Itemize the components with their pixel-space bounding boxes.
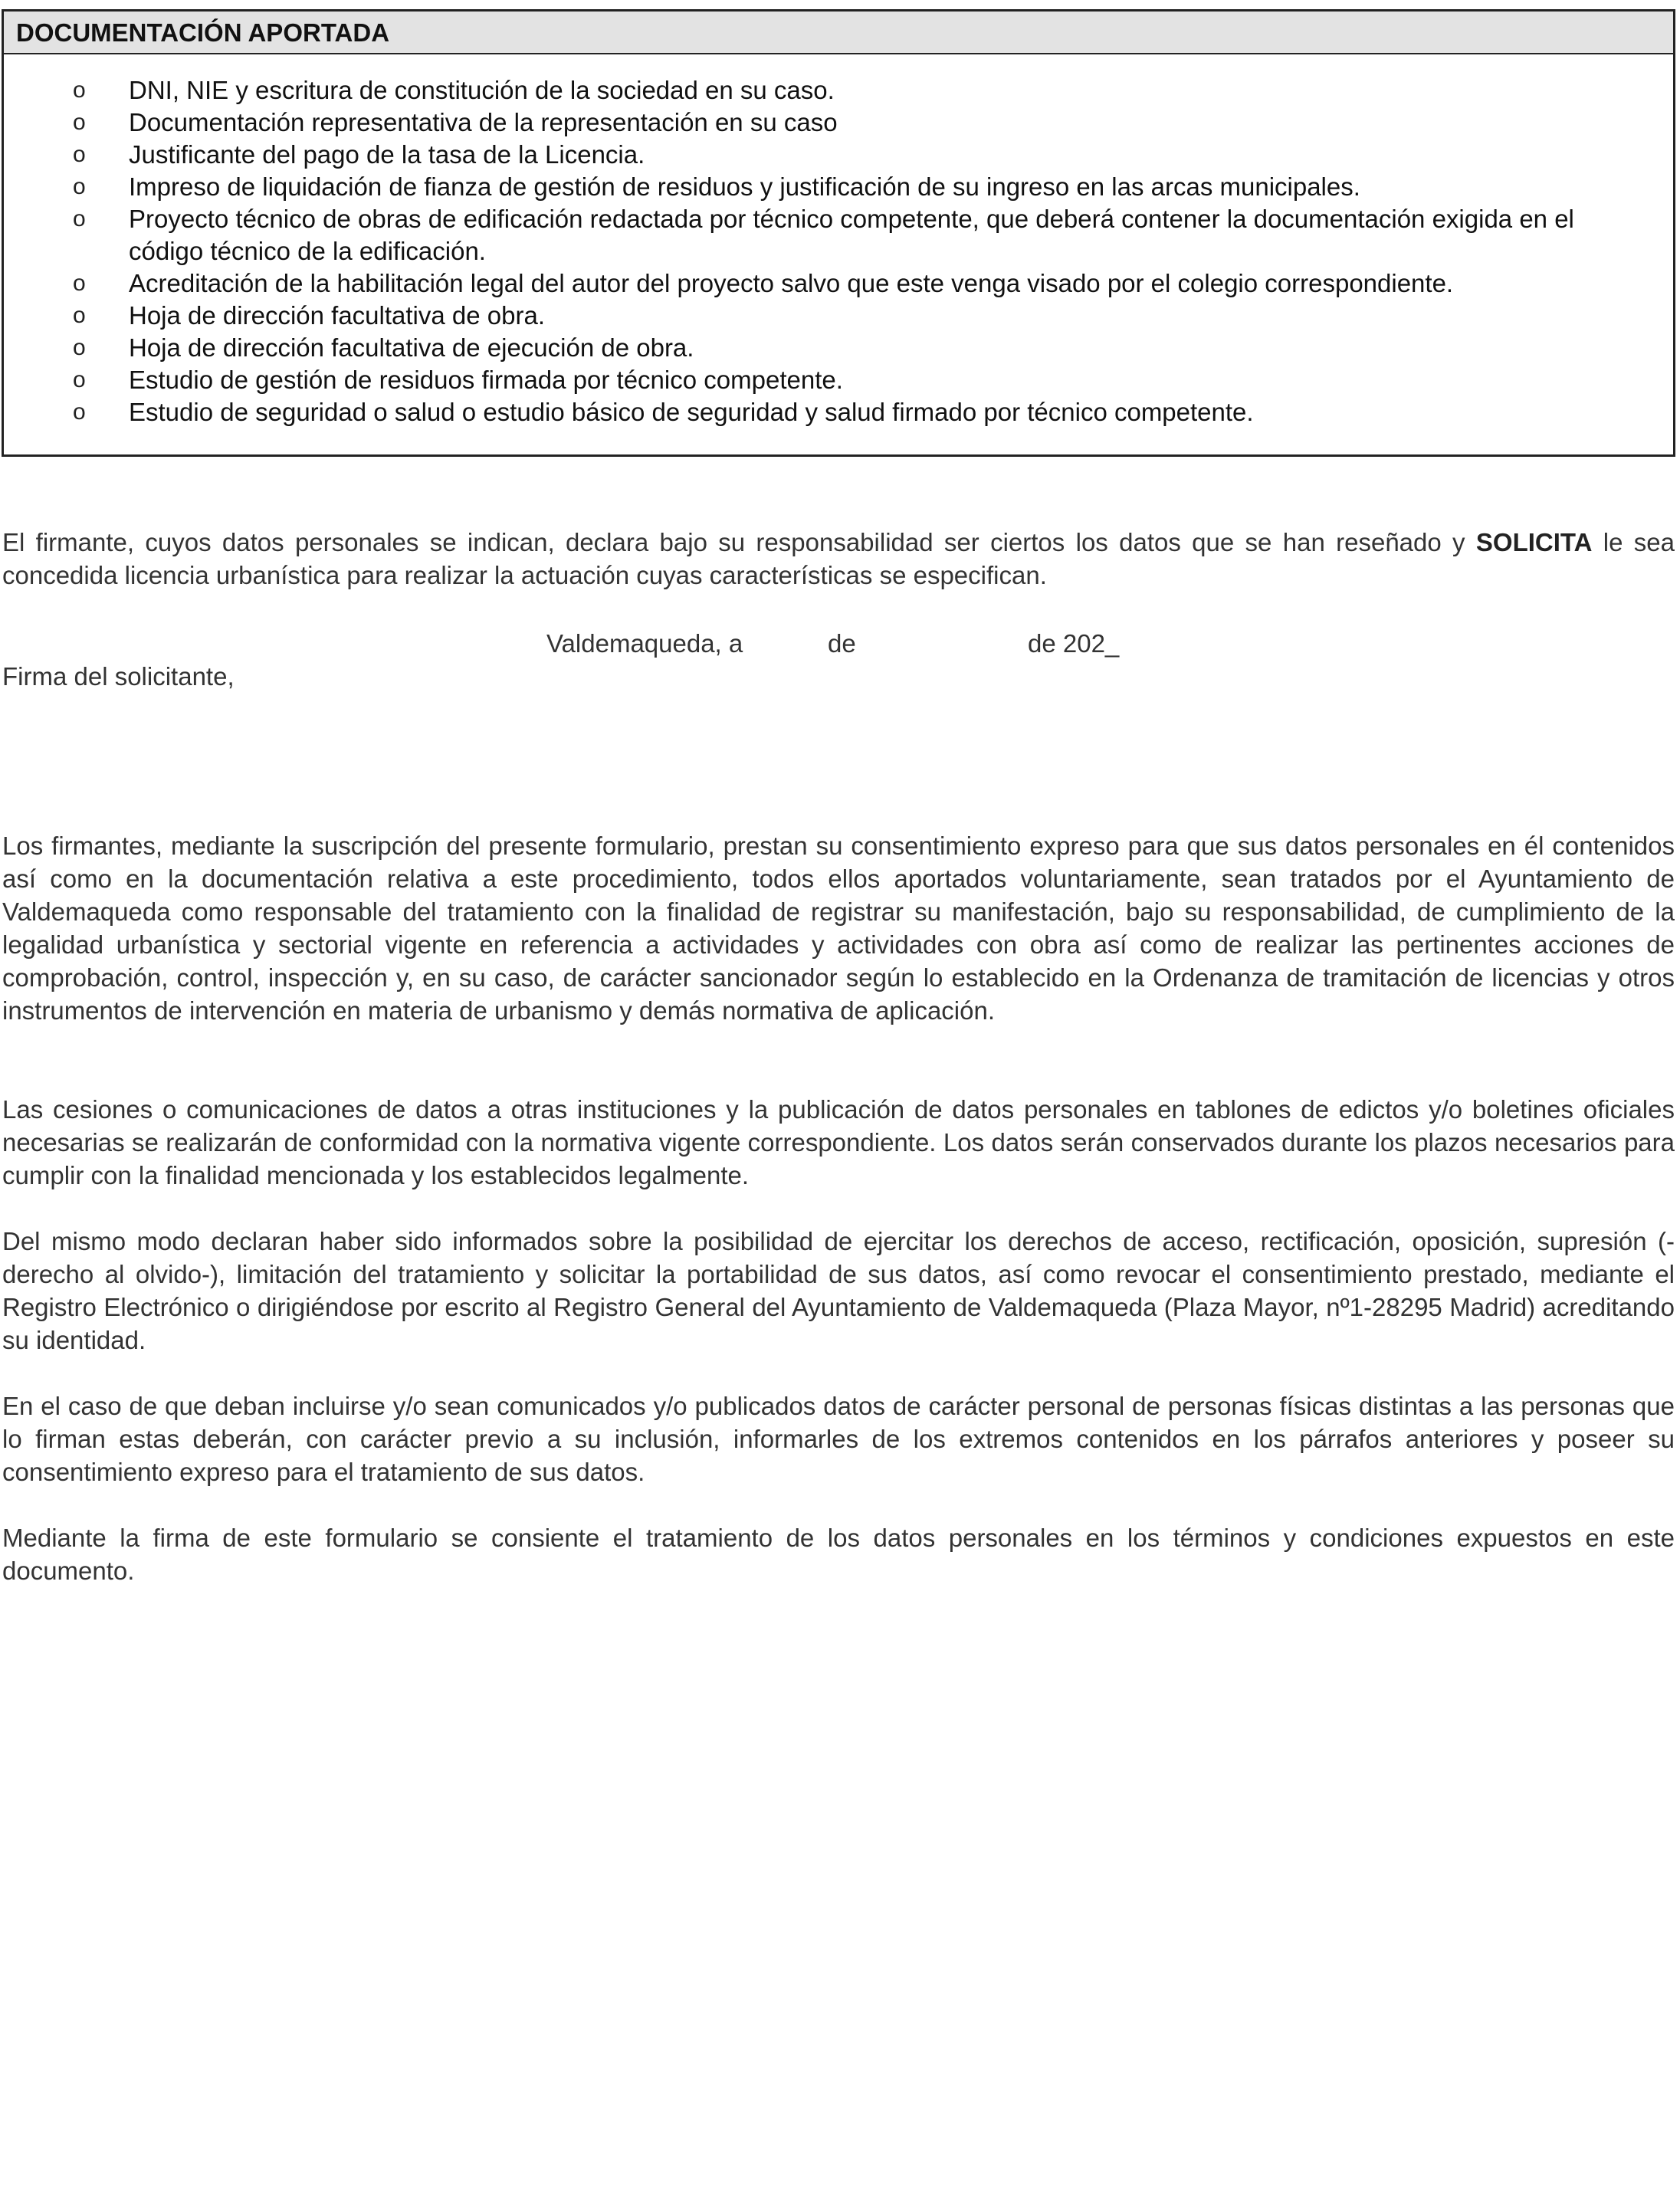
list-item (4, 267, 1673, 300)
declaracion-text-before: El firmante, cuyos datos personales se indican, declara bajo su responsabilidad ser ciertos los datos que se han reseñado y (2, 528, 1476, 556)
derechos-paragraph: Del mismo modo declaran haber sido informados sobre la posibilidad de ejercitar los derechos de acceso, rectificación, oposición, supresión (-derecho al olvido-), limitación del tratamiento y solicitar la portabilidad de sus datos, así como revocar el consentimiento prestado, mediante el Registro Electrónico o dirigiéndose por escrito al Registro General del Ayuntamiento de Valdemaqueda (Plaza Mayor, nº1-28295 Madrid) acreditando su identidad. (2, 1227, 1675, 1354)
list-item-text: Impreso de liquidación de fianza de gestión de residuos y justificación de su ingreso en las arcas municipales. (129, 172, 1360, 201)
terceros-paragraph: En el caso de que deban incluirse y/o sean comunicados y/o publicados datos de carácter personal de personas físicas distintas a las personas que lo firman estas deberán, con carácter previo a su inclusión, informarles de los extremos contenidos en los párrafos anteriores y poseer su consentimiento expreso para el tratamiento de sus datos. (2, 1392, 1675, 1486)
bullet-icon: o (73, 303, 86, 328)
list-item-text: Estudio de gestión de residuos firmada por técnico competente. (129, 366, 843, 394)
firma-consentimiento-paragraph: Mediante la firma de este formulario se consiente el tratamiento de los datos personales en los términos y condiciones expuestos en este documento. (2, 1524, 1675, 1585)
list-item (4, 74, 1673, 107)
declaracion-text-after: le sea concedida licencia urbanística para realizar la actuación cuyas características se especifican. (2, 528, 1675, 589)
bullet-icon: o (73, 174, 86, 199)
fecha-de-mes: de (828, 629, 856, 658)
bullet-icon: o (73, 77, 86, 103)
documentacion-aportada-box (2, 9, 1675, 457)
list-item-text: Documentación representativa de la representación en su caso (129, 108, 838, 136)
list-item (4, 300, 1673, 332)
cesiones-paragraph: Las cesiones o comunicaciones de datos a otras instituciones y la publicación de datos personales en tablones de edictos y/o boletines oficiales necesarias se realizarán de conformidad con la normativa vigente correspondiente. Los datos serán conservados durante los plazos necesarios para cumplir con la finalidad mencionada y los establecidos legalmente. (2, 1095, 1675, 1189)
list-item-text: Estudio de seguridad o salud o estudio básico de seguridad y salud firmado por técnico competente. (129, 398, 1254, 426)
list-item (4, 203, 1673, 267)
fecha-de-anio: de 202_ (1028, 629, 1120, 658)
documentacion-list (4, 54, 1673, 428)
list-item (4, 332, 1673, 364)
bullet-icon: o (73, 271, 86, 296)
bullet-icon: o (73, 399, 86, 425)
list-item-text: Acreditación de la habilitación legal del autor del proyecto salvo que este venga visado por el colegio correspondiente. (129, 269, 1454, 297)
bullet-icon: o (73, 110, 86, 135)
solicita-keyword: SOLICITA (1475, 528, 1593, 556)
bullet-icon: o (73, 142, 86, 167)
declaracion-paragraph (2, 526, 1675, 592)
list-item (4, 171, 1673, 203)
list-item-text: Proyecto técnico de obras de edificación redactada por técnico competente, que deberá contener la documentación exigida en el código técnico de la edificación. (129, 205, 1574, 265)
bullet-icon: o (73, 367, 86, 392)
bullet-icon: o (73, 335, 86, 360)
list-item (4, 107, 1673, 139)
list-item (4, 139, 1673, 171)
bullet-icon: o (73, 206, 86, 231)
firma-solicitante-label: Firma del solicitante, (2, 662, 235, 691)
list-item-text: Justificante del pago de la tasa de la Licencia. (129, 140, 645, 169)
list-item-text: Hoja de dirección facultativa de obra. (129, 301, 545, 330)
list-item (4, 396, 1673, 428)
consentimiento-paragraph: Los firmantes, mediante la suscripción del presente formulario, prestan su consentimiento expreso para que sus datos personales en él contenidos así como en la documentación relativa a este procedimiento, todos ellos aportados voluntariamente, sean tratados por el Ayuntamiento de Valdemaqueda como responsable del tratamiento con la finalidad de registrar su manifestación, bajo su responsabilidad, de cumplimiento de la legalidad urbanística y sectorial vigente en referencia a actividades y actividades con obra así como de realizar las pertinentes acciones de comprobación, control, inspección y, en su caso, de carácter sancionador según lo establecido en la Ordenanza de tramitación de licencias y otros instrumentos de intervención en materia de urbanismo y demás normativa de aplicación. (2, 832, 1675, 1025)
list-item (4, 364, 1673, 396)
documentacion-aportada-title: DOCUMENTACIÓN APORTADA (4, 11, 1673, 54)
list-item-text: Hoja de dirección facultativa de ejecución de obra. (129, 333, 694, 362)
list-item-text: DNI, NIE y escritura de constitución de la sociedad en su caso. (129, 76, 835, 104)
fecha-lugar: Valdemaqueda, a (546, 629, 743, 658)
